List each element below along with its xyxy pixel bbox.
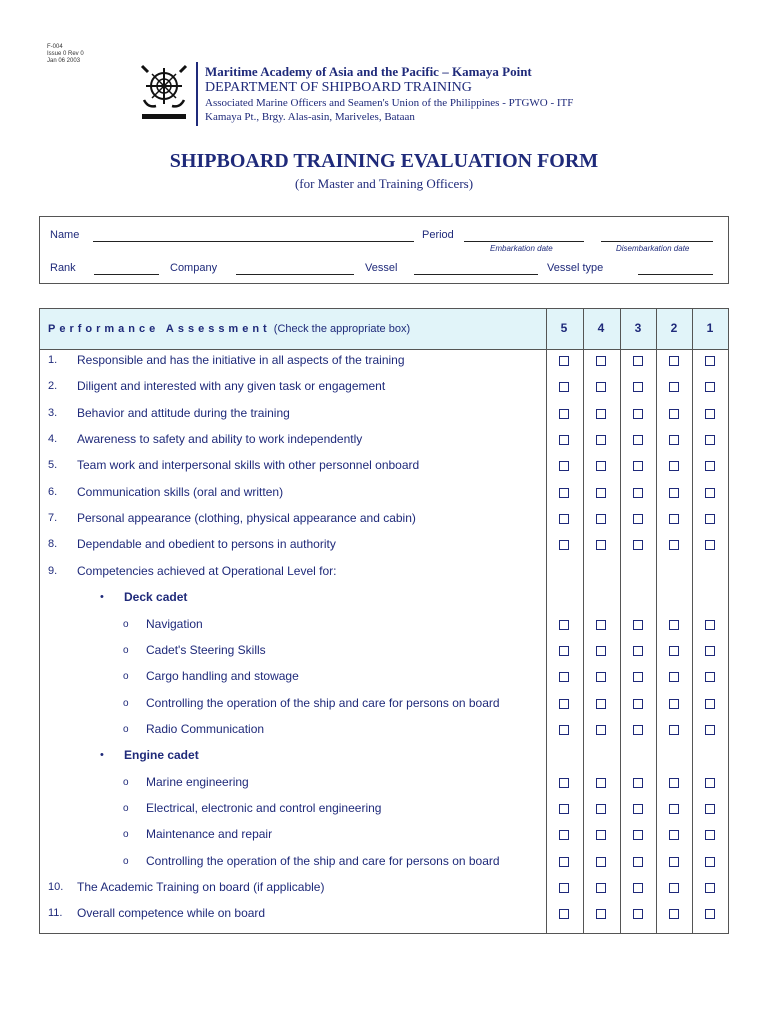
rating-checkbox-3[interactable]: [633, 461, 643, 471]
rating-checkbox-1[interactable]: [705, 646, 715, 656]
rating-checkbox-3[interactable]: [633, 488, 643, 498]
criterion-text: The Academic Training on board (if applicable): [77, 880, 325, 894]
rating-checkbox-3[interactable]: [633, 883, 643, 893]
rating-checkbox-5[interactable]: [559, 646, 569, 656]
rating-checkbox-4[interactable]: [596, 778, 606, 788]
sub-bullet-marker: o: [123, 803, 129, 814]
rating-checkbox-4[interactable]: [596, 409, 606, 419]
row-number: 9.: [48, 565, 58, 577]
criterion-text: Awareness to safety and ability to work independently: [77, 432, 363, 446]
trainee-info-box: [39, 216, 729, 284]
rating-checkbox-1[interactable]: [705, 514, 715, 524]
embarkation-hint: Embarkation date: [490, 244, 553, 253]
rating-checkbox-3[interactable]: [633, 672, 643, 682]
rating-checkbox-2[interactable]: [669, 461, 679, 471]
rating-checkbox-2[interactable]: [669, 620, 679, 630]
rating-checkbox-1[interactable]: [705, 461, 715, 471]
rating-checkbox-5[interactable]: [559, 830, 569, 840]
assessment-heading-title: Performance Assessment: [48, 323, 271, 335]
rating-checkbox-4[interactable]: [596, 909, 606, 919]
criterion-text: Maintenance and repair: [146, 827, 273, 841]
row-number: 10.: [48, 881, 64, 893]
rating-checkbox-3[interactable]: [633, 540, 643, 550]
company-field[interactable]: [236, 274, 354, 275]
sub-bullet-marker: o: [123, 645, 129, 656]
row-number: 5.: [48, 459, 58, 471]
row-number: 11.: [48, 907, 63, 919]
rating-checkbox-4[interactable]: [596, 514, 606, 524]
rating-checkbox-2[interactable]: [669, 356, 679, 366]
rating-checkbox-1[interactable]: [705, 540, 715, 550]
vessel-type-label: Vessel type: [547, 262, 604, 274]
rating-checkbox-2[interactable]: [669, 830, 679, 840]
sub-bullet-marker: o: [123, 671, 129, 682]
rating-checkbox-1[interactable]: [705, 672, 715, 682]
rating-checkbox-2[interactable]: [669, 435, 679, 445]
sub-bullet-marker: o: [123, 619, 129, 630]
rating-checkbox-3[interactable]: [633, 382, 643, 392]
rating-checkbox-3[interactable]: [633, 857, 643, 867]
name-field[interactable]: [93, 241, 414, 242]
rating-checkbox-1[interactable]: [705, 356, 715, 366]
header-divider: [196, 62, 198, 126]
row-number: 8.: [48, 538, 58, 550]
rating-checkbox-5[interactable]: [559, 409, 569, 419]
union-logo-icon: [138, 62, 190, 124]
rating-checkbox-3[interactable]: [633, 778, 643, 788]
column-divider: [692, 309, 693, 933]
rating-checkbox-1[interactable]: [705, 435, 715, 445]
assessment-heading: [48, 323, 410, 335]
column-divider: [620, 309, 621, 933]
rating-checkbox-2[interactable]: [669, 409, 679, 419]
disembarkation-date-field[interactable]: [601, 241, 713, 242]
criterion-text: Controlling the operation of the ship and care for persons on board: [146, 854, 500, 868]
criterion-text: Radio Communication: [146, 722, 265, 736]
rating-checkbox-3[interactable]: [633, 804, 643, 814]
rating-checkbox-4[interactable]: [596, 883, 606, 893]
rating-checkbox-2[interactable]: [669, 699, 679, 709]
rating-checkbox-2[interactable]: [669, 857, 679, 867]
rating-checkbox-5[interactable]: [559, 488, 569, 498]
rating-checkbox-5[interactable]: [559, 804, 569, 814]
department-name: DEPARTMENT OF SHIPBOARD TRAINING: [205, 80, 472, 95]
sub-bullet-marker: o: [123, 724, 129, 735]
rating-checkbox-1[interactable]: [705, 778, 715, 788]
rating-checkbox-1[interactable]: [705, 857, 715, 867]
criterion-text: Overall competence while on board: [77, 906, 266, 920]
criterion-text: Controlling the operation of the ship and care for persons on board: [146, 696, 500, 710]
rating-checkbox-5[interactable]: [559, 540, 569, 550]
rating-checkbox-2[interactable]: [669, 725, 679, 735]
assessment-header: [40, 309, 728, 350]
rating-checkbox-5[interactable]: [559, 672, 569, 682]
rating-column-3: 3: [634, 321, 642, 335]
sub-bullet-marker: o: [123, 856, 129, 867]
rank-field[interactable]: [94, 274, 159, 275]
rating-checkbox-5[interactable]: [559, 620, 569, 630]
rank-label: Rank: [50, 262, 76, 274]
sub-bullet-marker: o: [123, 698, 129, 709]
rating-checkbox-5[interactable]: [559, 435, 569, 445]
rating-checkbox-3[interactable]: [633, 699, 643, 709]
criterion-text: Navigation: [146, 617, 203, 631]
rating-checkbox-4[interactable]: [596, 620, 606, 630]
rating-checkbox-4[interactable]: [596, 461, 606, 471]
rating-checkbox-5[interactable]: [559, 778, 569, 788]
rating-checkbox-4[interactable]: [596, 540, 606, 550]
doc-code-line: Jan 06 2003: [47, 58, 81, 64]
rating-checkbox-2[interactable]: [669, 514, 679, 524]
criterion-text: Competencies achieved at Operational Level for:: [77, 564, 337, 578]
rating-checkbox-4[interactable]: [596, 830, 606, 840]
rating-checkbox-4[interactable]: [596, 382, 606, 392]
letterhead: [205, 64, 573, 124]
performance-assessment-table: [39, 308, 729, 934]
criterion-text: Dependable and obedient to persons in authority: [77, 537, 336, 551]
row-number: 1.: [48, 354, 58, 366]
union-name: Associated Marine Officers and Seamen's Union of the Philippines - PTGWO - ITF: [205, 97, 574, 109]
row-number: 2.: [48, 380, 58, 392]
rating-checkbox-5[interactable]: [559, 909, 569, 919]
rating-checkbox-2[interactable]: [669, 672, 679, 682]
rating-checkbox-4[interactable]: [596, 672, 606, 682]
rating-checkbox-3[interactable]: [633, 620, 643, 630]
rating-checkbox-5[interactable]: [559, 857, 569, 867]
rating-checkbox-2[interactable]: [669, 382, 679, 392]
rating-checkbox-1[interactable]: [705, 804, 715, 814]
rating-checkbox-2[interactable]: [669, 540, 679, 550]
rating-checkbox-3[interactable]: [633, 909, 643, 919]
rating-checkbox-5[interactable]: [559, 883, 569, 893]
rating-checkbox-5[interactable]: [559, 514, 569, 524]
rating-checkbox-1[interactable]: [705, 883, 715, 893]
rating-checkbox-4[interactable]: [596, 646, 606, 656]
rating-checkbox-1[interactable]: [705, 699, 715, 709]
column-divider: [546, 309, 547, 933]
rating-checkbox-3[interactable]: [633, 646, 643, 656]
criterion-text: Cadet's Steering Skills: [146, 643, 266, 657]
bullet-marker: •: [100, 749, 104, 761]
criterion-text: Responsible and has the initiative in all aspects of the training: [77, 353, 405, 367]
name-label: Name: [50, 229, 80, 241]
rating-checkbox-5[interactable]: [559, 382, 569, 392]
assessment-instruction: (Check the appropriate box): [273, 323, 411, 335]
rating-checkbox-3[interactable]: [633, 514, 643, 524]
rating-column-1: 1: [706, 321, 714, 335]
rating-checkbox-2[interactable]: [669, 646, 679, 656]
rating-checkbox-5[interactable]: [559, 461, 569, 471]
rating-checkbox-1[interactable]: [705, 725, 715, 735]
disembarkation-hint: Disembarkation date: [616, 244, 690, 253]
company-label: Company: [170, 262, 218, 274]
criterion-text: Marine engineering: [146, 775, 249, 789]
doc-code-line: Issue 0 Rev 0: [47, 51, 84, 57]
rating-checkbox-4[interactable]: [596, 356, 606, 366]
vessel-label: Vessel: [365, 262, 398, 274]
vessel-field[interactable]: [414, 274, 538, 275]
embarkation-date-field[interactable]: [464, 241, 584, 242]
rating-checkbox-1[interactable]: [705, 382, 715, 392]
row-number: 4.: [48, 433, 58, 445]
document-code: [47, 44, 84, 65]
rating-column-2: 2: [670, 321, 678, 335]
rating-checkbox-2[interactable]: [669, 778, 679, 788]
vessel-type-field[interactable]: [638, 274, 713, 275]
rating-checkbox-1[interactable]: [705, 409, 715, 419]
rating-checkbox-3[interactable]: [633, 409, 643, 419]
academy-name: Maritime Academy of Asia and the Pacific – Kamaya Point: [205, 64, 532, 79]
rating-checkbox-2[interactable]: [669, 883, 679, 893]
rating-checkbox-4[interactable]: [596, 488, 606, 498]
rating-checkbox-5[interactable]: [559, 725, 569, 735]
criterion-text: Diligent and interested with any given task or engagement: [77, 379, 386, 393]
rating-checkbox-3[interactable]: [633, 435, 643, 445]
rating-checkbox-1[interactable]: [705, 488, 715, 498]
form-title: SHIPBOARD TRAINING EVALUATION FORM: [169, 150, 599, 172]
row-number: 3.: [48, 407, 58, 419]
row-number: 7.: [48, 512, 58, 524]
rating-checkbox-4[interactable]: [596, 725, 606, 735]
rating-column-4: 4: [597, 321, 605, 335]
rating-checkbox-2[interactable]: [669, 488, 679, 498]
criterion-text: Communication skills (oral and written): [77, 485, 284, 499]
rating-checkbox-5[interactable]: [559, 699, 569, 709]
sub-bullet-marker: o: [123, 777, 129, 788]
criterion-text: Team work and interpersonal skills with other personnel onboard: [77, 458, 420, 472]
row-number: 6.: [48, 486, 58, 498]
rating-checkbox-4[interactable]: [596, 857, 606, 867]
bullet-marker: •: [100, 591, 104, 603]
rating-checkbox-3[interactable]: [633, 830, 643, 840]
rating-checkbox-4[interactable]: [596, 435, 606, 445]
form-subtitle: (for Master and Training Officers): [294, 176, 474, 191]
rating-checkbox-5[interactable]: [559, 356, 569, 366]
criterion-text: Electrical, electronic and control engineering: [146, 801, 382, 815]
doc-code-line: F-004: [47, 44, 63, 50]
criterion-text: Cargo handling and stowage: [146, 669, 299, 683]
rating-checkbox-3[interactable]: [633, 725, 643, 735]
rating-checkbox-4[interactable]: [596, 804, 606, 814]
rating-checkbox-1[interactable]: [705, 620, 715, 630]
group-label: Deck cadet: [124, 590, 188, 604]
rating-checkbox-2[interactable]: [669, 909, 679, 919]
rating-checkbox-1[interactable]: [705, 830, 715, 840]
criterion-text: Behavior and attitude during the training: [77, 406, 290, 420]
rating-checkbox-2[interactable]: [669, 804, 679, 814]
column-divider: [583, 309, 584, 933]
sub-bullet-marker: o: [123, 829, 129, 840]
period-label: Period: [422, 229, 454, 241]
rating-column-5: 5: [560, 321, 568, 335]
rating-checkbox-1[interactable]: [705, 909, 715, 919]
criterion-text: Personal appearance (clothing, physical appearance and cabin): [77, 511, 416, 525]
column-divider: [656, 309, 657, 933]
address: Kamaya Pt., Brgy. Alas-asin, Mariveles, Bataan: [205, 111, 415, 123]
group-label: Engine cadet: [124, 748, 199, 762]
rating-checkbox-4[interactable]: [596, 699, 606, 709]
rating-checkbox-3[interactable]: [633, 356, 643, 366]
